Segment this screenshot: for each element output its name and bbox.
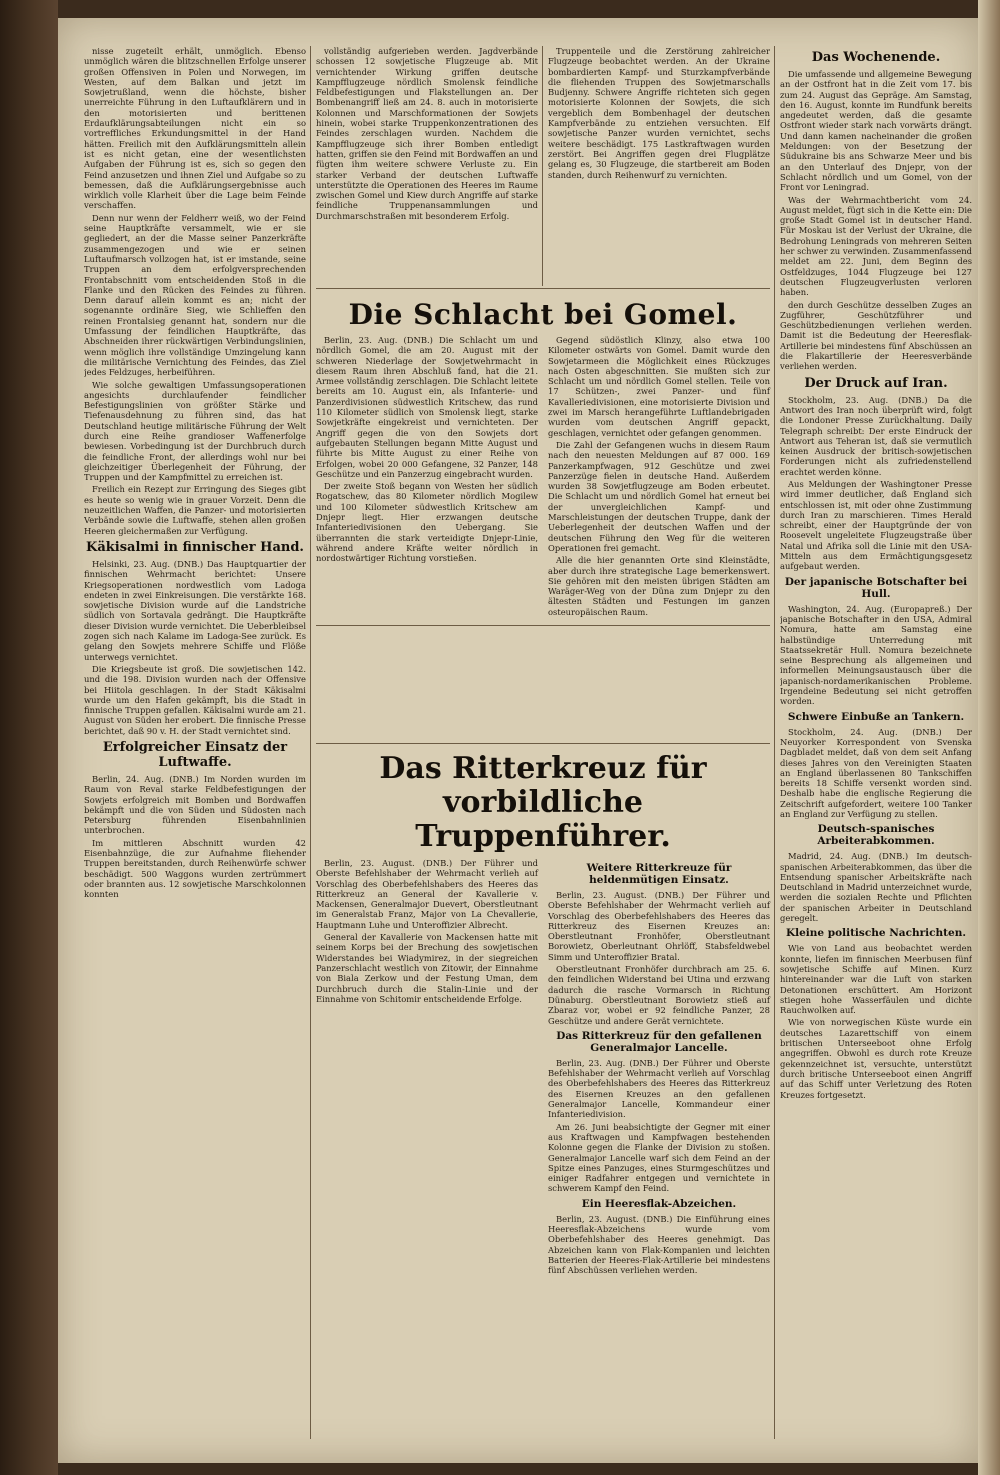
article-text: vollständig aufgerieben werden. Jagdverbände schossen 12 sowjetische Flugzeuge ab. Mit vernichtender Wirkung griffen deutsche Kampfflugzeuge nördlich Smolensk feindliche Feldbefestigungen und Flakstellungen an. Der Bombenangriff ließ am 24. 8. auch in motorisierte Kolonnen und Marschformationen der Sowjets hinein, wobei starke Truppenkonzentrationen des Feindes zerschlagen wurden. Nachdem die Kampfflugzeuge sich ihrer Bomben entledigt hatten, griffen sie den Feind mit Bordwaffen an und fügten ihm weitere schwere Verluste zu. Ein starker Verband der deutschen Luftwaffe unterstützte die Operationen des Heeres im Raume zwischen Gomel und Kiew durch Angriffe auf starke feindliche Truppenansammlungen und Durchmarschstraßen mit besonderem Erfolg. [316, 46, 538, 221]
headline-tanker: Schwere Einbuße an Tankern. [787, 710, 965, 723]
headline-weitere: Weitere Ritterkreuze für heldenmütigen Einsatz. [586, 862, 732, 886]
article-text: General der Kavallerie von Mackensen hatte mit seinem Korps bei der Brechung des sowjetischen Widerstandes bei Wiadymirez, in der siegreichen Panzerschlacht westlich von Zitowir, der Einnahme von Biala Zerkow und der Festung Uman, dem Durchbruch durch die Stalin-Linie und der Einnahme von Schitomir entscheidende Erfolge. [316, 932, 538, 1004]
headline-kleine-nachrichten: Kleine politische Nachrichten. [786, 927, 966, 940]
headline-ritterkreuz: Das Ritterkreuz für vorbildliche Truppenführer. [379, 751, 707, 854]
column-3-top [548, 46, 770, 284]
column-rule [310, 46, 311, 1439]
article-text: den durch Geschütze desselben Zuges an Zugführer, Geschützführer und Geschützbedienungen verliehen werden. Damit ist die Bedeutung der Heeresflak-Artillerie bei mindestens fünf Abschüssen an die Flakartillerie der Heeresverbände verliehen werden. [780, 299, 972, 372]
headline-iran: Der Druck auf Iran. [804, 375, 948, 391]
article-text: Gegend südöstlich Klinzy, also etwa 100 Kilometer ostwärts von Gomel. Damit wurde den Sowjetarmeen die Möglichkeit eines Rückzuges nach Osten abgeschnitten. Sie mußten sich zur Schlacht um und nördlich Gomel stellen. Teile von 17 Schützen-, zwei Panzer- und fünf Kavalleriedivisionen, eine motorisierte Division und zwei im Marsch herangeführte Luftlandebrigaden wurden vom deutschen Angriff gepackt, geschlagen, vernichtet oder gefangen genommen. [548, 335, 770, 438]
column-rule [774, 46, 775, 1439]
article-text: Was der Wehrmachtbericht vom 24. August meldet, fügt sich in die Kette ein: Die große Stadt Gomel ist in deutscher Hand. Für Moskau ist der Verlust der Ukraine, die Bedrohung Leningrads von mehreren Seiten her schwer zu verwinden. Zusammenfassend meldet am 22. Juni, dem Beginn des Ostfeldzuges, 1044 Flugzeuge bei 127 deutschen Flugzeugverlusten verloren haben. [780, 194, 972, 298]
article-text: Im mittleren Abschnitt wurden 42 Eisenbahnzüge, die zur Aufnahme fliehender Truppen bereitstanden, durch Reihenwürfe schwer beschädigt. 500 Waggons wurden zertrümmert oder brannten aus. 12 sowjetische Marschkolonnen konnten [84, 837, 306, 900]
article-text: Berlin, 23. August. (DNB.) Die Einführung eines Heeresflak-Abzeichens wurde vom Oberbefehlshaber des Heeres genehmigt. Das Abzeichen kann von Flak-Kompanien und leichten Batterien der Heeres-Flak-Artillerie bei mindestens fünf Abschüssen verliehen werden. [548, 1213, 770, 1276]
headline-wochenende: Das Wochenende. [811, 50, 941, 65]
newspaper-page [58, 18, 978, 1463]
ritter-right [548, 858, 770, 1278]
gomel-columns [316, 335, 770, 619]
adjacent-page-edge [978, 0, 1000, 1475]
article-text: Berlin, 24. Aug. (DNB.) Im Norden wurden im Raum von Reval starke Feldbefestigungen der Sowjets erfolgreich mit Bomben und Bordwaffen bekämpft und die von Süden und Südosten nach Petersburg führenden Eisenbahnlinien unterbrochen. [84, 774, 306, 836]
article-text: Berlin, 23. August. (DNB.) Der Führer und Oberste Befehlshaber der Wehrmacht verlieh auf Vorschlag des Oberbefehlshabers des Heeres das Ritterkreuz an General der Kavallerie v. Mackensen, Generalmajor Duevert, Oberstleutnant im Generalstab Franz, Major von La Chevallerie, Hauptmann Luhe und Unteroffizier Albrecht. [316, 858, 538, 930]
article-text: Helsinki, 23. Aug. (DNB.) Das Hauptquartier der finnischen Wehrmacht berichtet: Unsere Kriegsoperationen nordwestlich vom Ladoga endeten in zwei Einkreisungen. Die verstärkte 168. sowjetische Division wurde auf die Landstriche südlich von Sortavala gedrängt. Die Hauptkräfte dieser Division wurde vernichtet. Die Ueberbleibsel zogen sich nach Kalame im Ladoga-See zurück. Es gelang den Sowjets mehrere Schiffe und Flöße unterwegs vernichtet. [84, 558, 306, 662]
article-text: Die Kriegsbeute ist groß. Die sowjetischen 142. und die 198. Division wurden nach der Offensive bei Hiitola geschlagen. In der Stadt Käkisalmi wurde um den Hafen gekämpft, bis die Stadt in finnische Truppen gefallen. Käkisalmi wurde am 21. August von Süden her erobert. Die finnische Presse berichtet, daß 90 v. H. der Stadt vernichtet sind. [84, 663, 306, 736]
headline-lancelle: Das Ritterkreuz für den gefallenen Generalmajor Lancelle. [556, 1029, 762, 1054]
article-text: Die Zahl der Gefangenen wuchs in diesem Raum nach den neuesten Meldungen auf 87 000. 169 Panzerkampfwagen, 912 Geschütze und zwei Panzerzüge fielen in deutsche Hand. Außerdem wurden 38 Sowjetflugzeuge am Boden erbeutet. Die Schlacht um und nördlich Gomel hat erneut bei der unvergleichlichen Kampf- und Marschleistungen der deutschen Truppe, dank der Ueberlegenheit der deutschen Waffen und der deutschen Führung den Weg für die weiteren Operationen frei gemacht. [548, 439, 770, 553]
article-text: Oberstleutnant Fronhöfer durchbrach am 25. 6. den feindlichen Widerstand bei Utina und erzwang dadurch die rasche Vormarsch in Richtung Dünaburg. Oberstleutnant Borowietz stieß auf Zbaraz vor, wobei er 92 feindliche Panzer, 28 Geschütze und andere Gerät vernichtete. [548, 964, 770, 1026]
binding-spine [0, 0, 58, 1475]
article-text: Freilich ein Rezept zur Erringung des Sieges gibt es heute so wenig wie in grauer Vorzeit. Denn die neuzeitlichen Waffen, die Panzer- und motorisierten Verbände sowie die Luftwaffe, stehen allen großen Heeren gleichermaßen zur Verfügung. [84, 484, 306, 536]
headline-kaekisalmi: Käkisalmi in finnischer Hand. [86, 539, 304, 555]
ritter-columns [316, 858, 770, 1278]
article-text: nisse zugeteilt erhält, unmöglich. Ebenso unmöglich wären die blitzschnellen Erfolge unserer großen Offensiven in Polen und Norwegen, im Westen, auf dem Balkan und jetzt im Sowjetrußland, wenn die höchste, bisher unerreichte Führung in den Luftaufklärern und in den motorisierten und berittenen Erdaufklärungsabteilungen nicht ein so vortreffliches Erkundungsmittel in der Hand hätten. Freilich mit den Aufklärungsmitteln allein ist es nicht getan, eine der wesentlichsten Aufgaben der Führung ist es, sich so gegen den Feind anzusetzen und ihnen Ziel und Aufgabe so zu bemessen, daß die Aufklärungsergebnisse auch wirklich volle Klarheit über die Lage beim Feinde verschaffen. [84, 46, 306, 211]
headline-heeresflak: Ein Heeresflak-Abzeichen. [581, 1197, 737, 1210]
article-text: Denn nur wenn der Feldherr weiß, wo der Feind seine Hauptkräfte versammelt, wie er sie gegliedert, an der die Masse seiner Panzerkräfte zusammengezogen und wie er seinen Luftaufmarsch vollzogen hat, ist er imstande, seine Truppen an dem erfolgversprechenden Frontabschnitt vom entscheidenden Stoß in die Flanke und den Rücken des Feindes zu führen. Denn darauf allein kommt es an; nicht der sogenannte ordinäre Sieg, wie Schlieffen den reinen Frontalsieg genannt hat, sondern nur die Umfassung der feindlichen Hauptkräfte, das Abschneiden ihrer rückwärtigen Verbindungslinien, wenn möglich ihre vollständige Umzingelung kann die militärische Vernichtung des Feindes, das Ziel jedes Feldzuges, herbeiführen. [84, 212, 306, 378]
article-text: Madrid, 24. Aug. (DNB.) Im deutsch-spanischen Arbeiterabkommen, das über die Entsendung spanischer Arbeitskräfte nach Deutschland in Madrid unterzeichnet wurde, werden die sozialen Rechte und Pflichten der spanischen Arbeiter in Deutschland geregelt. [780, 851, 972, 924]
headline-luftwaffe: Erfolgreicher Einsatz der Luftwaffe. [102, 740, 288, 770]
article-text: Truppenteile und die Zerstörung zahlreicher Flugzeuge beobachtet werden. An der Ukraine bombardierten Kampf- und Sturzkampfverbände die fliehenden Truppen des Sowjetmarschalls Budjenny. Schwere Angriffe richteten sich gegen motorisierte Kolonnen der Sowjets, die sich vergeblich dem Bombenhagel der deutschen Kampfverbände zu entziehen versuchten. Elf sowjetische Panzer wurden vernichtet, sechs weitere beschädigt. 175 Lastkraftwagen wurden zerstört. Bei Angriffen gegen drei Flugplätze gelang es, 30 Flugzeuge, die startbereit am Boden standen, durch Reihenwurf zu vernichten. [548, 46, 770, 180]
gomel-right [548, 335, 770, 619]
article-text: Aus Meldungen der Washingtoner Presse wird immer deutlicher, daß England sich entschlossen ist, mit oder ohne Zustimmung durch Iran zu marschieren. Times Herald schreibt, einer der Hauptgründe der von Roosevelt ungeleitete Flugzeugstraße über Natal und Afrika soll die Linie mit den USA-Mitteln aus dem Ermächtigungsgesetz aufgebaut werden. [780, 478, 972, 572]
article-text: Berlin, 23. Aug. (DNB.) Der Führer und Oberste Befehlshaber der Wehrmacht verlieh auf Vorschlag des Oberbefehlshabers des Heeres das Ritterkreuz des Eisernen Kreuzes an den gefallenen Generalmajor Lancelle, Kommandeur einer Infanteriedivision. [548, 1057, 770, 1120]
ritter-left [316, 858, 538, 1278]
gomel-article [316, 288, 770, 626]
article-text: Alle die hier genannten Orte sind Kleinstädte, aber durch ihre strategische Lage bemerkenswert. Sie gehören mit den meisten übrigen Städten am Waräger-Weg von der Düna zum Dnjepr zu den ältesten Städten und Festungen im ganzen osteuropäischen Raum. [548, 555, 770, 617]
article-text: Wie von Land aus beobachtet werden konnte, liefen im finnischen Meerbusen fünf sowjetische Schiffe auf Minen. Kurz hintereinander war die Luft von starken Detonationen erschüttert. Am Horizont stiegen hohe Wasserfäulen und dichte Rauchwolken auf. [780, 943, 972, 1016]
column-1 [84, 46, 306, 1443]
article-text: Berlin, 23. Aug. (DNB.) Die Schlacht um und nördlich Gomel, die am 20. August mit der schweren Niederlage der Sowjetwehrmacht in diesem Raum ihren Abschluß fand, hat die 21. Armee vollständig zerschlagen. Die Schlacht leitete bereits am 10. August ein, als Infanterie- und Panzerdivisionen südwestlich Kritschew, das rund 110 Kilometer südlich von Smolensk liegt, starke Sowjetkräfte eingekreist und vernichteten. Der Angriff gegen die von den Sowjets dort aufgebauten Stellungen begann Mitte August und führte bis Mitte August zu einer Reihe von Erfolgen, wobei 20 000 Gefangene, 32 Panzer, 148 Geschütze und ein Panzerzug eingebracht wurden. [316, 335, 538, 479]
article-text: Stockholm, 23. Aug. (DNB.) Da die Antwort des Iran noch überprüft wird, folgt die Londoner Presse Zurückhaltung. Daily Telegraph schreibt: Der erste Eindruck der Antwort aus Teheran ist, daß sie vermutlich keinen Ausdruck der britisch-sowjetischen Forderungen nicht als zufriedenstellend erachtet werden könne. [780, 394, 972, 477]
article-text: Stockholm, 24. Aug. (DNB.) Der Neuyorker Korrespondent von Svenska Dagbladet meldet, daß von dem seit Anfang dieses Jahres von den Vereinigten Staaten an England überlassenen 80 Tankschiffen bereits 18 Schiffe versenkt worden sind. Deshalb habe die englische Regierung die Zeitschrift aufgefordert, weitere 100 Tanker an England zur Verfügung zu stellen. [780, 726, 972, 819]
gomel-left [316, 335, 538, 619]
headline-japan: Der japanische Botschafter bei Hull. [784, 575, 968, 600]
article-text: Wie solche gewaltigen Umfassungsoperationen angesichts durchlaufender feindlicher Befestigungslinien von größter Stärke und Tiefenausdehnung zu führen sind, das hat Deutschland heutige militärische Führung der Welt durch eine Reihe grandioser Waffenerfolge bewiesen. Vorbedingung ist der Durchbruch durch die feindliche Front, der allerdings wohl nur bei gleichzeitiger Überlegenheit der Führung, der Truppen und der Kampfmittel zu erreichen ist. [84, 379, 306, 483]
article-text: Die umfassende und allgemeine Bewegung an der Ostfront hat in die Zeit vom 17. bis zum 24. August das Gepräge. Am Samstag, den 16. August, konnte im Rundfunk bereits angedeutet werden, daß die gesamte Ostfront wieder stark nach vorwärts drängt. Und dann kamen nacheinander die großen Meldungen: von der Besetzung der Südukraine bis ans Schwarze Meer und bis an den Unterlauf des Dnjepr, von der Schlacht nördlich und um Gomel, von der Front vor Leningrad. [780, 69, 972, 193]
article-text: Der zweite Stoß begann von Westen her südlich Rogatschew, das 80 Kilometer nördlich Mogilew und 100 Kilometer südwestlich Kritschew am Dnjepr liegt. Hier erzwangen deutsche Infanteriedivisionen den Uebergang. Sie überrannten die stark verteidigte Dnjepr-Linie, während andere Kräfte weiter nördlich in nordostwärtiger Richtung vorstießen. [316, 481, 538, 564]
article-text: Berlin, 23. August. (DNB.) Der Führer und Oberste Befehlshaber der Wehrmacht verlieh auf Vorschlag des Oberbefehlshabers des Heeres das Ritterkreuz des Eisernen Kreuzes an: Oberstleutnant Fronhöfer, Oberstleutnant Borowietz, Oberleutnant Ohrlöff, Stabsfeldwebel Simm und Unteroffizier Bratal. [548, 890, 770, 962]
column-2-top [316, 46, 538, 284]
article-text: Washington, 24. Aug. (Europapreß.) Der japanische Botschafter in den USA, Admiral Nomura, hatte am Samstag eine halbstündige Unterredung mit Staatssekretär Hull. Nomura bezeichnete seine Besprechung als allgemeinen und informellen Meinungsaustausch über die japanisch-nordamerikanischen Probleme. Irgendeine Bedeutung sei nicht getroffen worden. [780, 603, 972, 707]
ritterkreuz-article [316, 743, 770, 1278]
article-text: Wie von norwegischen Küste wurde ein deutsches Lazarettschiff von einem britischen Unterseeboot ohne Erfolg angegriffen. Obwohl es durch rote Kreuze gekennzeichnet ist, versuchte, unterstützt durch britische Unterseeboot einen Angriff auf das Schiff unter Verletzung des Roten Kreuzes fortgesetzt. [780, 1017, 972, 1100]
headline-gomel: Die Schlacht bei Gomel. [348, 298, 738, 331]
column-4 [780, 46, 972, 1443]
headline-abkommen: Deutsch-spanisches Arbeiterabkommen. [817, 823, 935, 848]
column-rule [542, 46, 543, 286]
article-text: Am 26. Juni beabsichtigte der Gegner mit einer aus Kraftwagen und Kampfwagen bestehenden Kolonne gegen die Flanke der Division zu stoßen. Generalmajor Lancelle warf sich dem Feind an der Spitze eines Panzuges, eines Sturmgeschützes und einiger Radfahrer entgegen und vernichtete in schwerem Kampf den Feind. [548, 1121, 770, 1194]
